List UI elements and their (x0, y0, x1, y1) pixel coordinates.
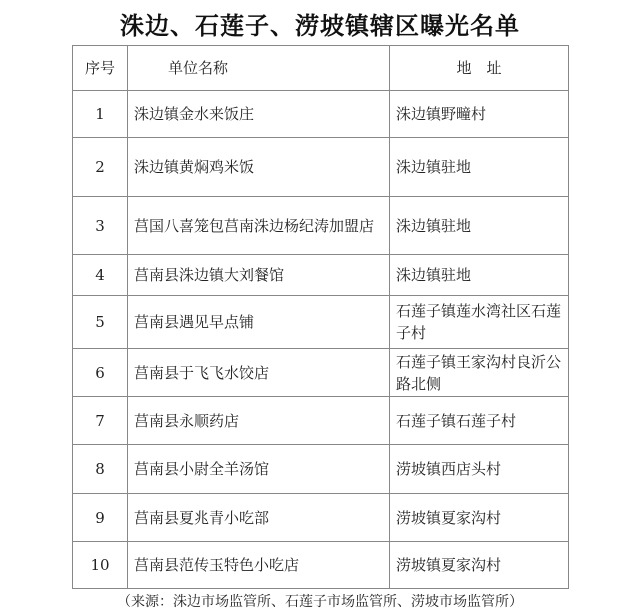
exposure-table (72, 45, 569, 589)
address: 洙边镇驻地 (390, 138, 569, 197)
address: 石莲子镇王家沟村良沂公路北侧 (390, 349, 569, 397)
table-row (73, 349, 569, 397)
address: 涝坡镇夏家沟村 (390, 494, 569, 542)
unit-name: 莒南县小尉全羊汤馆 (128, 445, 390, 494)
row-number: 5 (73, 296, 128, 349)
unit-name: 洙边镇黄焖鸡米饭 (128, 138, 390, 197)
table-row (73, 296, 569, 349)
table-row (73, 494, 569, 542)
address: 洙边镇驻地 (390, 197, 569, 255)
address: 涝坡镇西店头村 (390, 445, 569, 494)
header-address: 地 址 (390, 46, 569, 91)
document-title: 洙边、石莲子、涝坡镇辖区曝光名单 (120, 12, 520, 40)
table-row (73, 397, 569, 445)
unit-name: 莒南县于飞飞水饺店 (128, 349, 390, 397)
address: 涝坡镇夏家沟村 (390, 542, 569, 589)
table-row (73, 255, 569, 296)
address: 洙边镇野疃村 (390, 91, 569, 138)
header-no: 序号 (73, 46, 128, 91)
row-number: 3 (73, 197, 128, 255)
source-note: （来源：洙边市场监管所、石莲子市场监管所、涝坡市场监管所） (117, 594, 523, 610)
row-number: 10 (73, 542, 128, 589)
unit-name: 莒南县遇见早点铺 (128, 296, 390, 349)
row-number: 8 (73, 445, 128, 494)
table-row (73, 542, 569, 589)
row-number: 6 (73, 349, 128, 397)
address: 石莲子镇莲水湾社区石莲子村 (390, 296, 569, 349)
table-row (73, 445, 569, 494)
row-number: 2 (73, 138, 128, 197)
header-name: 单位名称 (128, 46, 390, 91)
unit-name: 莒南县夏兆青小吃部 (128, 494, 390, 542)
unit-name: 莒南县范传玉特色小吃店 (128, 542, 390, 589)
row-number: 4 (73, 255, 128, 296)
table-row (73, 197, 569, 255)
address: 洙边镇驻地 (390, 255, 569, 296)
table-header (73, 46, 569, 91)
address: 石莲子镇石莲子村 (390, 397, 569, 445)
table-row (73, 138, 569, 197)
table-row (73, 91, 569, 138)
unit-name: 莒国八喜笼包莒南洙边杨纪涛加盟店 (128, 197, 390, 255)
row-number: 1 (73, 91, 128, 138)
unit-name: 莒南县洙边镇大刘餐馆 (128, 255, 390, 296)
unit-name: 洙边镇金水来饭庄 (128, 91, 390, 138)
unit-name: 莒南县永顺药店 (128, 397, 390, 445)
row-number: 9 (73, 494, 128, 542)
row-number: 7 (73, 397, 128, 445)
